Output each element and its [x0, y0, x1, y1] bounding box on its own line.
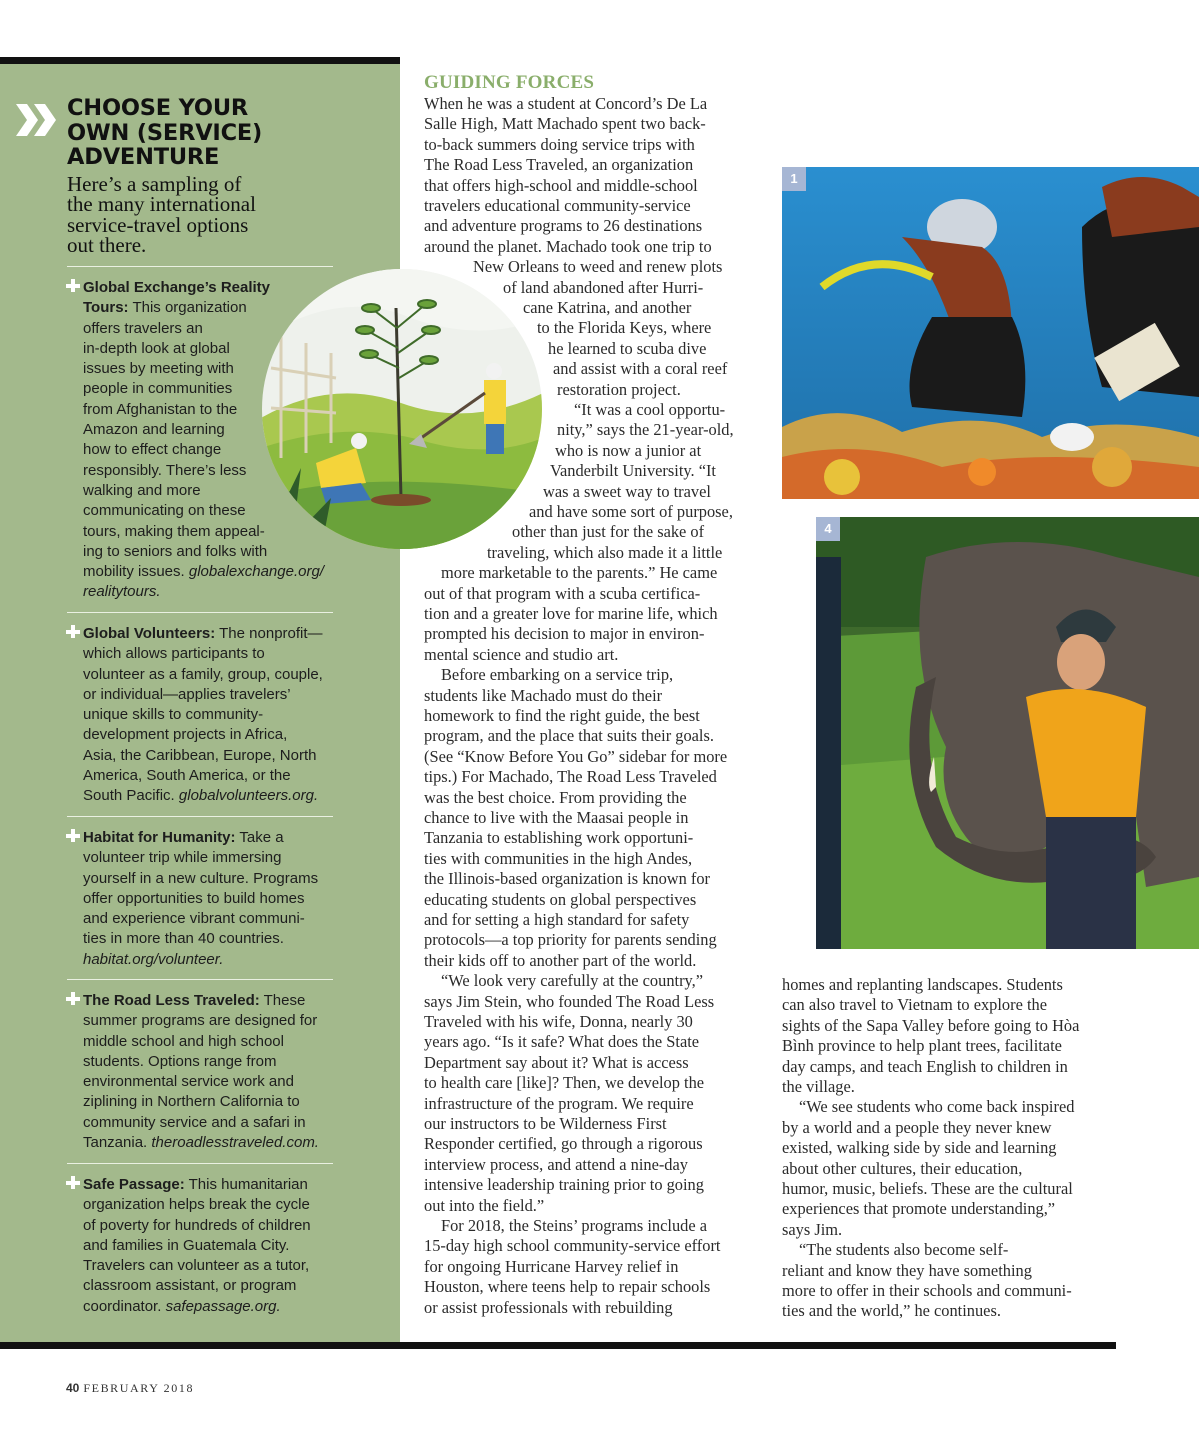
entry-text: students. Options range from: [83, 1052, 277, 1070]
divers-photo: [782, 167, 1199, 499]
entry-text: America, South America, or the: [83, 767, 291, 785]
entry-text: summer programs are designed for: [83, 1012, 318, 1030]
entry-name: Tours:: [83, 299, 129, 317]
entry-text: and families in Guatemala City.: [83, 1236, 290, 1254]
entry-line: [66, 746, 341, 766]
article-line: sights of the Sapa Valley before going to Hòa: [782, 1015, 1080, 1035]
entry-line: [66, 1216, 341, 1236]
entry-line: [66, 889, 341, 909]
article-line: and adventure programs to 26 destinations: [424, 216, 703, 236]
article-line: the Illinois-based organization is known for: [424, 869, 711, 889]
entry-line: [66, 1113, 341, 1133]
article-line: “We see students who come back inspired: [799, 1097, 1075, 1117]
sidebar-entry-road-less-traveled: [66, 991, 341, 1153]
entry-url: globalvolunteers.org.: [178, 787, 319, 805]
entry-name: The Road Less Traveled:: [83, 992, 260, 1009]
article-line: (See “Know Before You Go” sidebar for more: [424, 746, 728, 766]
article-line: mental science and studio art.: [424, 644, 619, 664]
entry-text: Tanzania.: [83, 1134, 152, 1152]
article-line: New Orleans to weed and renew plots: [473, 257, 723, 277]
article-line: and assist with a coral reef: [553, 359, 728, 379]
article-line: about other cultures, their education,: [782, 1158, 1023, 1178]
entry-text: and experience vibrant communi-: [83, 910, 305, 928]
top-rule: [0, 57, 400, 64]
article-line: around the planet. Machado took one trip to: [424, 236, 712, 256]
divider: [67, 1163, 333, 1164]
article-line: Salle High, Matt Machado spent two back-: [424, 114, 706, 134]
article-line: Before embarking on a service trip,: [441, 665, 674, 685]
entry-line: [66, 1297, 341, 1317]
entry-text: community service and a safari in: [83, 1113, 306, 1131]
entry-url: globalexchange.org/: [188, 563, 324, 581]
entry-line: [66, 1052, 341, 1072]
article-line: students like Machado must do their: [424, 685, 663, 705]
entry-text: These: [259, 992, 306, 1009]
entry-text: ing to seniors and folks with: [83, 542, 268, 560]
entry-url: habitat.org/volunteer.: [83, 950, 224, 968]
entry-line: [66, 991, 341, 1011]
article-line: Responder certified, go through a rigorous: [424, 1134, 703, 1154]
entry-text: mobility issues.: [83, 563, 189, 581]
entry-line: [66, 766, 341, 786]
article-line: or assist professionals with rebuilding: [424, 1297, 673, 1317]
article-line: cane Katrina, and another: [523, 298, 692, 317]
article-line: The Road Less Traveled, an organization: [424, 155, 694, 175]
article-line: Houston, where teens help to repair schools: [424, 1277, 711, 1297]
elephant-photo: [816, 517, 1199, 949]
article-line: was a sweet way to travel: [543, 481, 711, 501]
article-line: existed, walking side by side and learning: [782, 1138, 1057, 1158]
entry-text: which allows participants to: [83, 645, 265, 663]
entry-line: [66, 705, 341, 725]
entry-line: [66, 909, 341, 929]
entry-name: Safe Passage:: [83, 1176, 185, 1193]
entry-line: [66, 1072, 341, 1092]
article-line: Department say about it? What is access: [424, 1052, 689, 1072]
plus-icon: [66, 991, 80, 1005]
sidebar-title: CHOOSE YOUR OWN (SERVICE) ADVENTURE: [67, 95, 263, 170]
article-line: says Jim Stein, who founded The Road Less: [424, 991, 715, 1011]
article-line: prompted his decision to major in environ-: [424, 624, 705, 644]
entry-text: responsibly. There’s less: [83, 461, 247, 479]
article-line: Traveled with his wife, Donna, nearly 30: [424, 1012, 693, 1031]
entry-name: Habitat for Humanity:: [83, 829, 236, 846]
article-line: reliant and know they have something: [782, 1260, 1032, 1280]
article-line: tion and a greater love for marine life, which: [424, 604, 718, 623]
article-line: Bình province to help plant trees, facilitate: [782, 1036, 1062, 1056]
entry-line: [66, 644, 341, 664]
entry-line: [66, 1011, 341, 1031]
article-line: Tanzania to establishing work opportuni-: [424, 828, 694, 848]
page-footer: [66, 1381, 194, 1396]
entry-line: [66, 929, 341, 949]
entry-line: [66, 1276, 341, 1296]
entry-line: [66, 1256, 341, 1276]
plus-icon: [66, 624, 80, 638]
article-line: the village.: [782, 1077, 855, 1096]
entry-text: walking and more: [83, 481, 201, 499]
entry-text: Take a: [235, 829, 284, 846]
article-line: “It was a cool opportu-: [574, 400, 726, 419]
sidebar-entry-habitat: [66, 828, 341, 970]
article-line: “The students also become self-: [799, 1240, 1009, 1260]
article-headline: GUIDING FORCES: [424, 72, 595, 93]
article-line: our instructors to be Wilderness First: [424, 1114, 667, 1133]
entry-line: [66, 828, 341, 848]
sidebar-entry-global-volunteers: [66, 624, 341, 807]
article-line: more to offer in their schools and communi-: [782, 1281, 1072, 1300]
article-line: says Jim.: [782, 1219, 843, 1239]
article-line: infrastructure of the program. We require: [424, 1093, 694, 1113]
entry-line: [66, 869, 341, 889]
entry-line: [66, 848, 341, 868]
issue-date: FEBRUARY 2018: [83, 1381, 195, 1395]
entry-line: [66, 685, 341, 705]
article-line: other than just for the sake of: [512, 522, 705, 542]
entry-text: middle school and high school: [83, 1032, 284, 1050]
article-line: nity,” says the 21-year-old,: [557, 420, 734, 440]
article-line: travelers educational community-service: [424, 196, 691, 215]
entry-text: This humanitarian: [184, 1176, 308, 1193]
entry-text: South Pacific.: [83, 787, 179, 805]
article-line: that offers high-school and middle-school: [424, 175, 698, 195]
article-line: chance to live with the Maasai people in: [424, 808, 689, 827]
entry-text: people in communities: [83, 380, 233, 398]
article-line: for ongoing Hurricane Harvey relief in: [424, 1256, 679, 1276]
sidebar-intro: Here’s a sampling of the many international service-travel options out there.: [67, 172, 256, 257]
entry-text: Amazon and learning: [83, 421, 225, 439]
article-line: who is now a junior at: [555, 440, 702, 460]
entry-text: of poverty for hundreds of children: [83, 1216, 311, 1234]
divider: [67, 816, 333, 817]
article-line: For 2018, the Steins’ programs include a: [441, 1216, 707, 1235]
article-line: interview process, and attend a nine-day: [424, 1154, 688, 1174]
scuba-divers-image: [782, 167, 1199, 499]
entry-text: This organization: [128, 299, 247, 317]
article-line: years ago. “Is it safe? What does the State: [424, 1032, 700, 1052]
entry-text: The nonprofit—: [215, 625, 323, 642]
photo-number-badge: 4: [816, 517, 840, 541]
entry-text: or individual—applies travelers’: [83, 685, 291, 703]
article-line: of land abandoned after Hurri-: [503, 277, 704, 297]
entry-url: realitytours.: [83, 583, 161, 601]
entry-line: [66, 562, 341, 582]
article-line: ties and the world,” he continues.: [782, 1301, 1001, 1321]
entry-line: [66, 1133, 341, 1153]
entry-text: coordinator.: [83, 1297, 166, 1315]
article-line: tips.) For Machado, The Road Less Traveled: [424, 767, 717, 787]
entry-url: theroadlesstraveled.com.: [151, 1134, 319, 1152]
entry-text: Asia, the Caribbean, Europe, North: [83, 746, 317, 764]
entry-text: in-depth look at global: [83, 339, 230, 357]
plus-icon: [66, 828, 80, 842]
bottom-rule: [0, 1342, 1116, 1349]
entry-text: unique skills to community-: [83, 706, 264, 724]
boy-with-elephant-image: [816, 517, 1199, 949]
divider: [67, 612, 333, 613]
entry-line: [66, 1195, 341, 1215]
article-line: he learned to scuba dive: [548, 338, 707, 358]
article-line: out into the field.”: [424, 1195, 545, 1215]
entry-text: Travelers can volunteer as a tutor,: [83, 1257, 310, 1275]
sidebar-entry-safe-passage: [66, 1175, 341, 1317]
entry-name: Global Exchange’s Reality: [83, 279, 271, 296]
article-line: to the Florida Keys, where: [537, 318, 712, 338]
entry-text: yourself in a new culture. Programs: [83, 869, 319, 887]
tree-planting-illustration: [261, 268, 543, 550]
page-number: 40: [66, 1381, 80, 1395]
article-line: educating students on global perspectives: [424, 889, 697, 909]
entry-line: [66, 725, 341, 745]
article-line: “We look very carefully at the country,”: [441, 971, 704, 991]
entry-text: volunteer trip while immersing: [83, 849, 282, 867]
article-line: out of that program with a scuba certifica-: [424, 583, 701, 603]
article-line: Vanderbilt University. “It: [550, 461, 716, 481]
article-line: humor, music, beliefs. These are the cultural: [782, 1179, 1073, 1198]
double-chevron-icon: [16, 104, 60, 136]
entry-text: development projects in Africa,: [83, 726, 288, 744]
entry-line: [66, 786, 341, 806]
entry-text: from Afghanistan to the: [83, 400, 238, 418]
article-line: to health care [like]? Then, we develop the: [424, 1073, 705, 1093]
entry-text: ties in more than 40 countries.: [83, 930, 284, 948]
article-line: their kids off to another part of the world.: [424, 950, 697, 970]
article-line: program, and the place that suits their goals.: [424, 726, 714, 746]
entry-text: environmental service work and: [83, 1073, 294, 1091]
entry-text: tours, making them appeal-: [83, 522, 265, 540]
plus-icon: [66, 1175, 80, 1189]
entry-url: safepassage.org.: [165, 1297, 281, 1315]
article-line: and for setting a high standard for safety: [424, 910, 690, 929]
plus-icon: [66, 278, 80, 292]
entry-line: [66, 665, 341, 685]
article-line: 15-day high school community-service effort: [424, 1236, 721, 1256]
entry-text: volunteer as a family, group, couple,: [83, 665, 323, 683]
entry-line: [66, 1092, 341, 1112]
entry-text: offer opportunities to build homes: [83, 889, 305, 907]
article-line: by a world and a people they never knew: [782, 1117, 1052, 1137]
article-line: was the best choice. From providing the: [424, 787, 687, 807]
article-line: and have some sort of purpose,: [529, 502, 733, 521]
entry-line: [66, 1175, 341, 1195]
divider: [67, 266, 333, 267]
article-line: experiences that promote understanding,”: [782, 1199, 1056, 1219]
article-line: ties with communities in the high Andes,: [424, 848, 693, 868]
entry-text: classroom assistant, or program: [83, 1277, 297, 1295]
entry-line: [66, 624, 341, 644]
entry-text: communicating on these: [83, 502, 246, 520]
article-line: homework to find the right guide, the best: [424, 706, 700, 725]
photo-number-badge: 1: [782, 167, 806, 191]
article-line: day camps, and teach English to children in: [782, 1056, 1068, 1076]
article-line: restoration project.: [557, 379, 681, 399]
article-line: homes and replanting landscapes. Students: [782, 975, 1063, 994]
entry-line: [66, 582, 341, 602]
entry-line: [66, 1236, 341, 1256]
entry-text: how to effect change: [83, 441, 222, 459]
divider: [67, 979, 333, 980]
entry-text: issues by meeting with: [83, 360, 234, 378]
article-line: traveling, which also made it a little: [487, 542, 723, 562]
article-line: protocols—a top priority for parents sending: [424, 930, 717, 950]
entry-text: ziplining in Northern California to: [83, 1093, 300, 1111]
entry-line: [66, 950, 341, 970]
entry-text: offers travelers an: [83, 319, 203, 337]
entry-line: [66, 1032, 341, 1052]
article-line: to-back summers doing service trips with: [424, 134, 695, 154]
entry-text: organization helps break the cycle: [83, 1196, 310, 1214]
entry-name: Global Volunteers:: [83, 625, 216, 642]
article-line: more marketable to the parents.” He came: [441, 563, 718, 583]
article-line: intensive leadership training prior to going: [424, 1175, 704, 1195]
article-line: When he was a student at Concord’s De La: [424, 94, 708, 113]
article-line: can also travel to Vietnam to explore the: [782, 995, 1047, 1015]
